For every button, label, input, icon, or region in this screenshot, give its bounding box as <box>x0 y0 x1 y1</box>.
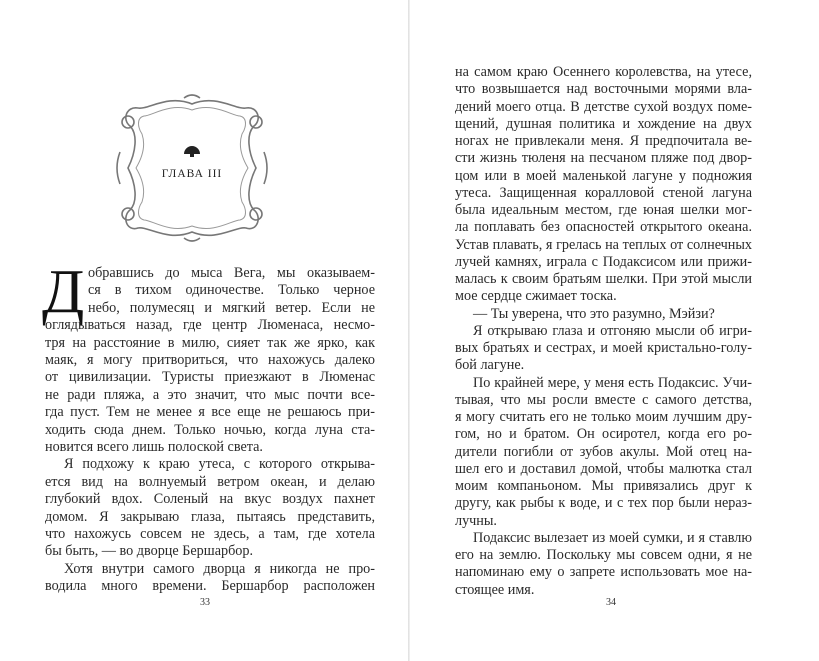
text-line: ходить сюда днем. Только ночью, когда луна ста- <box>45 421 375 438</box>
text-line: маяк, я могу притвориться, что нахожусь далеко <box>45 352 375 368</box>
text-line: сти жизнь тюленя на песчаном пляже под двор- <box>455 150 752 167</box>
text-line: мое сердце сжимает тоска. <box>455 288 617 305</box>
right-page <box>410 0 819 661</box>
text-line: ногах не привлекали меня. Я предпочитала ве- <box>455 133 752 149</box>
text-line: обравшись до мыса Вега, мы оказываем- <box>88 265 375 281</box>
text-line: лучей камнях, играла с Подаксисом или прижи- <box>455 253 752 270</box>
text-line: его на землю. Поскольку мы совсем одни, я не <box>455 547 752 563</box>
text-line: другу, как рыбы к воде, и с тех пор были нераз- <box>455 495 752 512</box>
drop-cap: Д <box>42 258 85 326</box>
text-line: гом, но и братом. Он осиротел, когда его ро- <box>455 426 752 443</box>
text-line: Устав плавать, я грелась на теплых от солнечных <box>455 236 752 253</box>
text-line: стоящее имя. <box>455 581 535 598</box>
text-line: домом. Я закрываю глаза, пытаясь представить, <box>45 508 375 525</box>
shell-icon <box>184 146 200 157</box>
text-line: утеса. Защищенная коралловой стеной лагуна <box>455 184 752 201</box>
page-number: 33 <box>200 597 210 608</box>
text-line: на самом краю Осеннего королевства, на утесе, <box>455 64 752 80</box>
chapter-title: ГЛАВА III <box>161 168 223 180</box>
text-line: новится всего лишь полоской света. <box>45 439 263 455</box>
text-line: вых братьях и сестрах, и моей кристально-голу- <box>455 340 752 356</box>
text-line: тря на расстояние в милю, сияет так же ярко, как <box>45 334 375 351</box>
page-number: 34 <box>606 597 616 608</box>
text-line: малась к своим братьям шелки. При этой мысли <box>455 271 752 287</box>
text-line: Подаксис вылезает из моей сумки, и я ставлю <box>473 529 752 546</box>
text-line: Я подхожу к краю утеса, с которого открыва- <box>64 456 375 473</box>
text-line: — Ты уверена, что это разумно, Мэйзи? <box>473 305 715 322</box>
text-line: Я открываю глаза и отгоняю мысли об игри- <box>473 322 752 339</box>
text-line: цом или в моей маленькой лагуне у подножия <box>455 167 752 184</box>
text-line: Хотя внутри самого дворца я никогда не про- <box>64 560 375 577</box>
text-line: дители погибли от зубов акулы. Мой отец на- <box>455 443 752 460</box>
text-line: По крайней мере, у меня есть Подаксис. Учи- <box>473 374 752 391</box>
text-line: щений, душная политика и хождение на двух <box>455 115 752 132</box>
text-line: я могу считать его не только моим лучшим дру- <box>455 409 752 425</box>
text-line: не ради пляжа, а это значит, что мыс почти все- <box>45 386 375 403</box>
text-line: от цивилизации. Туристы приезжают в Люменас <box>45 369 375 386</box>
text-line: дений моего отца. В детстве сухой воздух поме- <box>455 98 752 115</box>
text-line: моим компаньоном. Мы привязались друг к <box>455 478 752 494</box>
text-line: лучны. <box>455 512 497 529</box>
text-line: была идеальным местом, где юная шелки мог- <box>455 202 752 218</box>
text-line: тывая, что мы росли вместе с самого детства, <box>455 391 752 408</box>
text-line: гда пуст. Тем не менее я все еще не решаюсь при- <box>45 404 375 421</box>
text-line: бой лагуне. <box>455 357 525 374</box>
text-line: водила много времени. Бершарбор расположен <box>45 578 375 595</box>
text-line: шел его и доставил домой, чтобы малютка стал <box>455 460 752 477</box>
text-line: что нахожусь совсем не здесь, а там, где хотела <box>45 526 375 542</box>
left-page <box>0 0 409 661</box>
text-line: ла поплавать без опасностей открытого океана. <box>455 219 752 236</box>
text-line: что возвышается над восточными морями вла- <box>455 81 752 98</box>
text-line: бы быть, — во дворце Бершарбор. <box>45 543 254 560</box>
text-line: напоминаю ему о запрете использовать мое на- <box>455 564 752 581</box>
text-line: ся в тихом одиночестве. Только черное <box>88 282 375 299</box>
text-line: оглядываться назад, где центр Люменаса, несмо- <box>45 317 375 334</box>
text-line: ется вид на волнуемый ветром океан, и делаю <box>45 473 375 490</box>
text-line: глубокий вдох. Соленый на вкус воздух пахнет <box>45 491 375 508</box>
text-line: небо, полумесяц и мягкий ветер. Если не <box>88 299 375 316</box>
